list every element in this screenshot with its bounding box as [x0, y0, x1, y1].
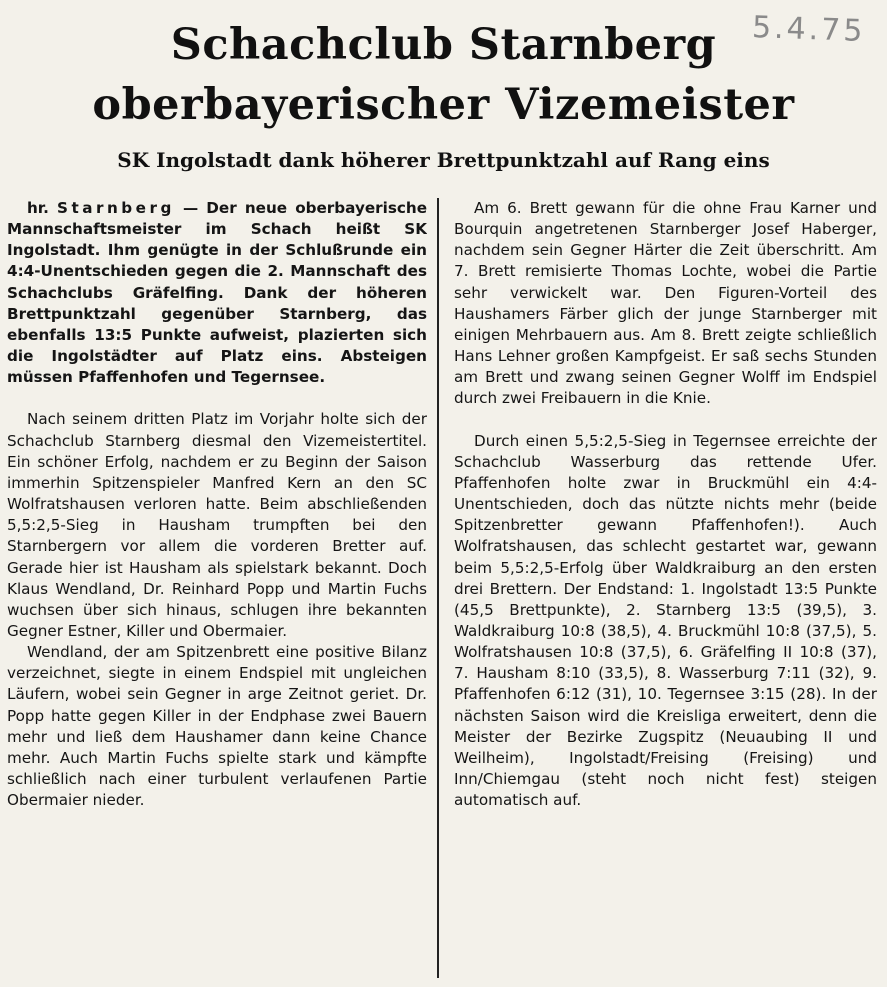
lead-author: hr. [27, 199, 49, 217]
subheadline: SK Ingolstadt dank höherer Brettpunktzahl auf Rang eins [117, 148, 770, 172]
left-paragraph-2: Nach seinem dritten Platz im Vorjahr holte sich der Schachclub Starnberg diesmal den Vizemeistertitel. Ein schöner Erfolg, nachdem er zu Beginn der Saison immerhin Spitzenspieler Manfred Kern an den SC Wolfratshausen verloren hatte. Beim abschließenden 5,5:2,5-Sieg in Hausham trumpften bei den Starnbergern vor allem die vorderen Bretter auf. Gerade hier ist Hausham als spielstark bekannt. Doch Klaus Wendland, Dr. Reinhard Popp und Martin Fuchs wuchsen über sich hinaus, schlugen ihre bekannten Gegner Estner, Killer und Obermaier. [7, 410, 427, 640]
right-column [454, 198, 877, 983]
headline-line-1: Schachclub Starnberg [170, 20, 717, 70]
handwritten-date: 5.4.75 [751, 10, 866, 49]
left-paragraph-3: Wendland, der am Spitzenbrett eine positive Bilanz verzeichnet, siegte in einem Endspiel mit ungleichen Läufern, wobei sein Gegner in arge Zeitnot geriet. Dr. Popp hatte gegen Killer in der Endphase zwei Bauern mehr und ließ dem Haushamer dann keine Chance mehr. Auch Martin Fuchs spielte stark und kämpfte schließlich nach einer turbulent verlaufenen Partie Obermaier nieder. [7, 643, 427, 810]
left-column [7, 198, 427, 983]
lead-paragraph [7, 198, 427, 388]
headline-line-2: oberbayerischer Vizemeister [92, 80, 795, 130]
column-divider [437, 198, 439, 978]
lead-place: Starnberg [57, 199, 175, 217]
right-paragraph-2: Durch einen 5,5:2,5-Sieg in Tegernsee erreichte der Schachclub Wasserburg das rettende Ufer. Pfaffenhofen holte zwar in Bruckmühl ein 4:4-Unentschieden, doch das nützte nichts mehr (beide Spitzenbretter gewann Pfaffenhofen!). Auch Wolfratshausen, das schlecht gestartet war, gewann beim 5,5:2,5-Erfolg über Waldkraiburg an den ersten drei Brettern. Der Endstand: 1. Ingolstadt 13:5 Punkte (45,5 Brettpunkte), 2. Starnberg 13:5 (39,5), 3. Waldkraiburg 10:8 (38,5), 4. Bruckmühl 10:8 (37,5), 5. Wolfratshausen 10:8 (37,5), 6. Gräfelfing II 10:8 (37), 7. Hausham 8:10 (33,5), 8. Wasserburg 7:11 (32), 9. Pfaffenhofen 6:12 (31), 10. Tegernsee 3:15 (28). In der nächsten Saison wird die Kreisliga erweitert, denn die Meister der Bezirke Zugspitz (Neuaubing II und Weilheim), Ingolstadt/Freising (Freising) und Inn/Chiemgau (steht noch nicht fest) steigen automatisch auf. [454, 431, 877, 810]
right-paragraph-1: Am 6. Brett gewann für die ohne Frau Karner und Bourquin angetretenen Starnberger Josef Haberger, nachdem sein Gegner Härter die Zeit überschritt. Am 7. Brett remisierte Thomas Lochte, wobei die Partie sehr verwickelt war. Den Figuren-Vorteil des Haushamers Färber glich der junge Starnberger mit einigen Mehrbauern aus. Am 8. Brett zeigte schließlich Hans Lehner großen Kampfgeist. Er saß sechs Stunden am Brett und zwang seinen Gegner Wolff im Endspiel durch zwei Freibauern in die Knie. [454, 199, 877, 408]
lead-text: — Der neue oberbayerische Mannschaftsmeister im Schach heißt SK Ingolstadt. Ihm genügte in der Schlußrunde ein 4:4-Unentschieden gegen die 2. Mannschaft des Schachclubs Gräfelfing. Dank der höheren Brettpunktzahl gegenüber Starnberg, das ebenfalls 13:5 Punkte aufweist, plazierten sich die Ingolstädter auf Platz eins. Absteigen müssen Pfaffenhofen und Tegernsee. [7, 199, 427, 387]
